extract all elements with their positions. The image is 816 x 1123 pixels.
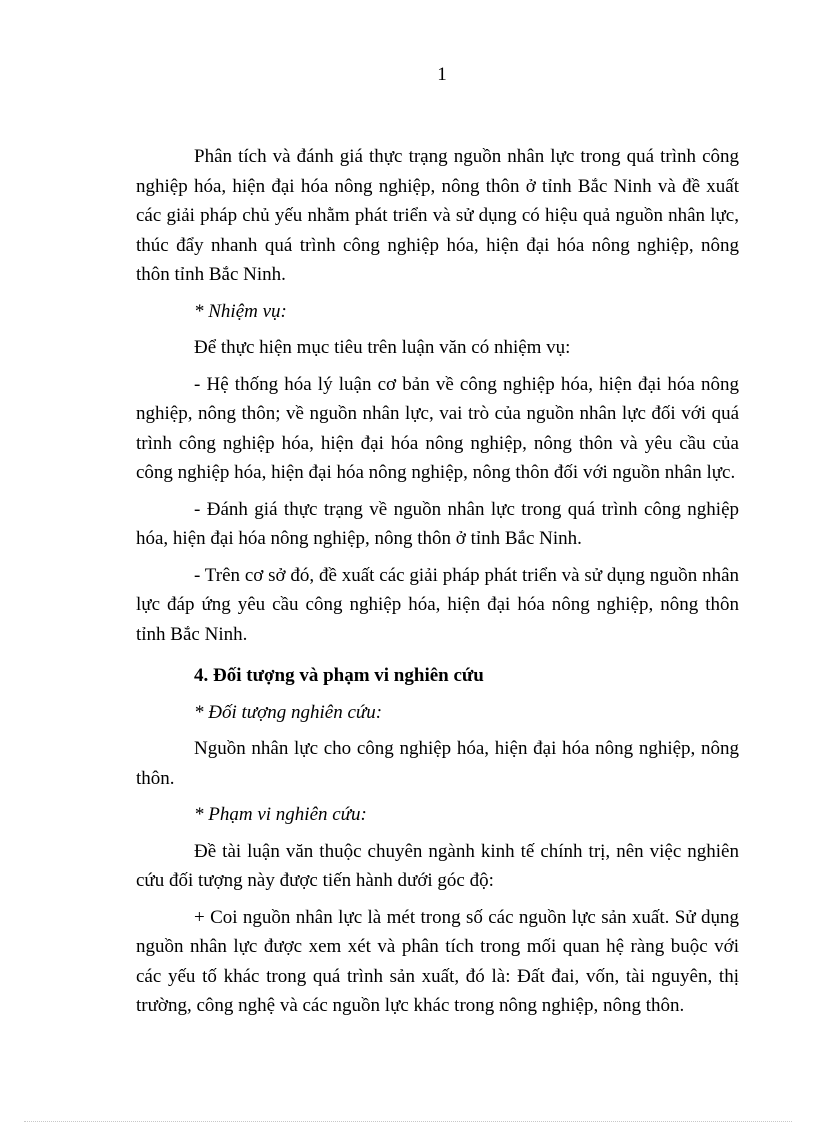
page-bottom-divider (24, 1121, 792, 1122)
objective-paragraph: Phân tích và đánh giá thực trạng nguồn nhân lực trong quá trình công nghiệp hóa, hiện đại hóa nông nghiệp, nông thôn ở tỉnh Bắc Ninh và đề xuất các giải pháp chủ yếu nhằm phát triển và sử dụng có hiệu quả nguồn nhân lực, thúc đẩy nhanh quá trình công nghiệp hóa, hiện đại hóa nông nghiệp, nông thôn tỉnh Bắc Ninh. (136, 146, 739, 285)
document-body (136, 142, 739, 1028)
subject-text: Nguồn nhân lực cho công nghiệp hóa, hiện đại hóa nông nghiệp, nông thôn. (136, 738, 739, 789)
page-number: 1 (437, 64, 447, 85)
task-item-theory: - Hệ thống hóa lý luận cơ bản về công nghiệp hóa, hiện đại hóa nông nghiệp, nông thôn; về nguồn nhân lực, vai trò của nguồn nhân lực đối với quá trình công nghiệp hóa, hiện đại hóa nông nghiệp, nông thôn và yêu cầu của công nghiệp hóa, hiện đại hóa nông nghiệp, nông thôn đối với nguồn nhân lực. (136, 373, 739, 483)
scope-intro: Đề tài luận văn thuộc chuyên ngành kinh tế chính trị, nên việc nghiên cứu đối tượng này được tiến hành dưới góc độ: (136, 840, 739, 891)
tasks-label: * Nhiệm vụ: (194, 300, 287, 322)
task-item-assessment: - Đánh giá thực trạng về nguồn nhân lực trong quá trình công nghiệp hóa, hiện đại hóa nông nghiệp, nông thôn ở tỉnh Bắc Ninh. (136, 498, 739, 549)
section-heading: 4. Đối tượng và phạm vi nghiên cứu (194, 665, 484, 686)
task-item-solutions: - Trên cơ sở đó, đề xuất các giải pháp phát triển và sử dụng nguồn nhân lực đáp ứng yêu cầu công nghiệp hóa, hiện đại hóa nông nghiệp, nông thôn tỉnh Bắc Ninh. (136, 564, 739, 645)
tasks-intro: Để thực hiện mục tiêu trên luận văn có nhiệm vụ: (194, 337, 571, 358)
subject-label: * Đối tượng nghiên cứu: (194, 701, 383, 723)
scope-item: + Coi nguồn nhân lực là mét trong số các nguồn lực sản xuất. Sử dụng nguồn nhân lực được xem xét và phân tích trong mối quan hệ ràng buộc với các yếu tố khác trong quá trình sản xuất, đó là: Đất đai, vốn, tài nguyên, thị trường, công nghệ và các nguồn lực khác trong nông nghiệp, nông thôn. (136, 906, 739, 1016)
scope-label: * Phạm vi nghiên cứu: (194, 804, 367, 825)
